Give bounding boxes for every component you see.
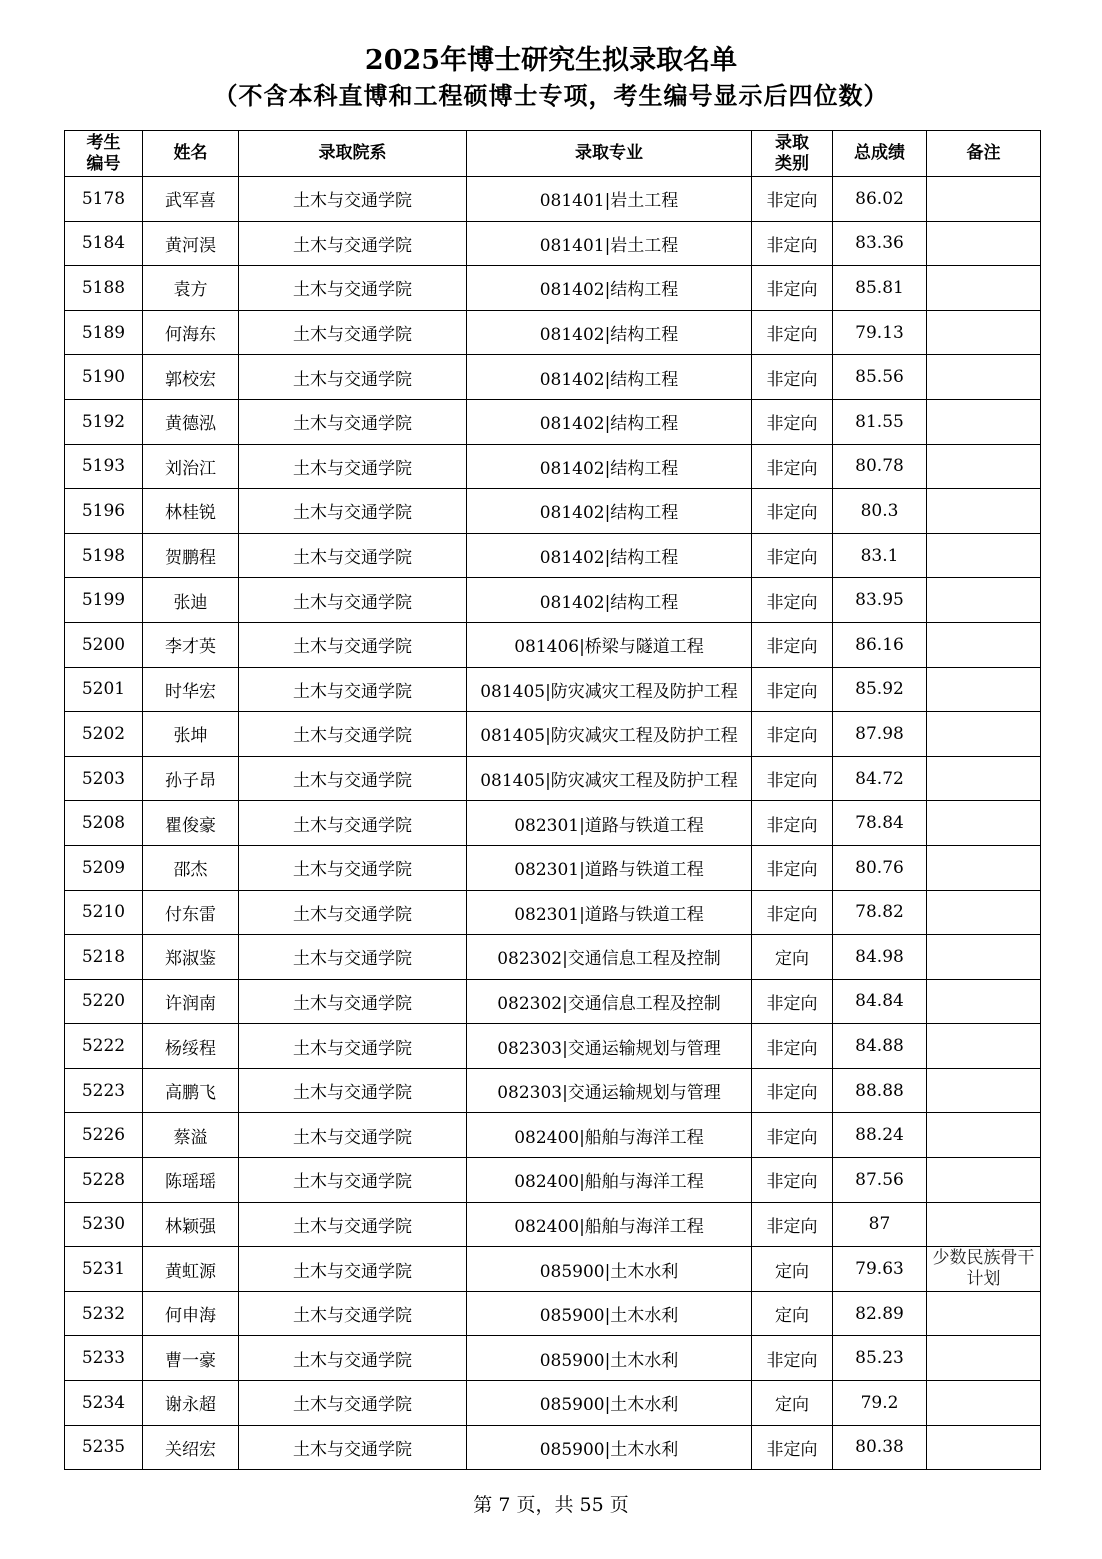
cell-department: 土木与交通学院 bbox=[239, 756, 467, 801]
table-row bbox=[65, 622, 1041, 667]
cell-department: 土木与交通学院 bbox=[239, 667, 467, 712]
cell-admission-type: 非定向 bbox=[752, 266, 833, 311]
cell-major: 081402|结构工程 bbox=[467, 355, 752, 400]
cell-candidate-id: 5188 bbox=[65, 266, 143, 311]
cell-total-score: 85.23 bbox=[833, 1336, 927, 1381]
cell-major: 085900|土木水利 bbox=[467, 1381, 752, 1426]
cell-name: 黄河淏 bbox=[143, 221, 239, 266]
table-row bbox=[65, 845, 1041, 890]
cell-candidate-id: 5190 bbox=[65, 355, 143, 400]
cell-admission-type: 非定向 bbox=[752, 1336, 833, 1381]
table-row bbox=[65, 1381, 1041, 1426]
cell-total-score: 85.92 bbox=[833, 667, 927, 712]
cell-admission-type: 非定向 bbox=[752, 533, 833, 578]
cell-name: 付东雷 bbox=[143, 890, 239, 935]
table-row bbox=[65, 399, 1041, 444]
table-row bbox=[65, 177, 1041, 222]
cell-candidate-id: 5208 bbox=[65, 801, 143, 846]
cell-admission-type: 非定向 bbox=[752, 1202, 833, 1247]
cell-candidate-id: 5220 bbox=[65, 979, 143, 1024]
cell-major: 081405|防灾减灾工程及防护工程 bbox=[467, 667, 752, 712]
cell-name: 李才英 bbox=[143, 622, 239, 667]
table-row bbox=[65, 1024, 1041, 1069]
cell-name: 张迪 bbox=[143, 578, 239, 623]
cell-major: 081402|结构工程 bbox=[467, 533, 752, 578]
cell-major: 085900|土木水利 bbox=[467, 1336, 752, 1381]
cell-admission-type: 非定向 bbox=[752, 979, 833, 1024]
cell-name: 武军喜 bbox=[143, 177, 239, 222]
cell-admission-type: 非定向 bbox=[752, 1158, 833, 1203]
cell-candidate-id: 5223 bbox=[65, 1068, 143, 1113]
cell-candidate-id: 5192 bbox=[65, 399, 143, 444]
cell-admission-type: 非定向 bbox=[752, 890, 833, 935]
cell-candidate-id: 5193 bbox=[65, 444, 143, 489]
cell-total-score: 85.56 bbox=[833, 355, 927, 400]
cell-total-score: 81.55 bbox=[833, 399, 927, 444]
cell-major: 081402|结构工程 bbox=[467, 399, 752, 444]
cell-note bbox=[927, 1068, 1041, 1113]
cell-major: 081401|岩土工程 bbox=[467, 221, 752, 266]
cell-department: 土木与交通学院 bbox=[239, 1202, 467, 1247]
cell-candidate-id: 5232 bbox=[65, 1291, 143, 1336]
cell-candidate-id: 5218 bbox=[65, 935, 143, 980]
cell-name: 郭校宏 bbox=[143, 355, 239, 400]
cell-admission-type: 非定向 bbox=[752, 712, 833, 757]
cell-department: 土木与交通学院 bbox=[239, 1336, 467, 1381]
cell-admission-type: 非定向 bbox=[752, 578, 833, 623]
cell-candidate-id: 5199 bbox=[65, 578, 143, 623]
cell-total-score: 88.24 bbox=[833, 1113, 927, 1158]
cell-note bbox=[927, 935, 1041, 980]
cell-note bbox=[927, 489, 1041, 534]
cell-name: 黄德泓 bbox=[143, 399, 239, 444]
cell-department: 土木与交通学院 bbox=[239, 444, 467, 489]
cell-total-score: 85.81 bbox=[833, 266, 927, 311]
cell-note bbox=[927, 1291, 1041, 1336]
table-row bbox=[65, 756, 1041, 801]
cell-department: 土木与交通学院 bbox=[239, 1381, 467, 1426]
cell-total-score: 83.95 bbox=[833, 578, 927, 623]
cell-major: 082303|交通运输规划与管理 bbox=[467, 1024, 752, 1069]
cell-note bbox=[927, 890, 1041, 935]
cell-total-score: 84.88 bbox=[833, 1024, 927, 1069]
cell-admission-type: 非定向 bbox=[752, 310, 833, 355]
cell-total-score: 79.2 bbox=[833, 1381, 927, 1426]
cell-note bbox=[927, 1113, 1041, 1158]
cell-total-score: 80.38 bbox=[833, 1425, 927, 1470]
header-major: 录取专业 bbox=[467, 131, 752, 177]
cell-name: 瞿俊豪 bbox=[143, 801, 239, 846]
header-total-score: 总成绩 bbox=[833, 131, 927, 177]
cell-name: 谢永超 bbox=[143, 1381, 239, 1426]
cell-major: 082400|船舶与海洋工程 bbox=[467, 1113, 752, 1158]
cell-note bbox=[927, 578, 1041, 623]
cell-major: 085900|土木水利 bbox=[467, 1247, 752, 1292]
cell-department: 土木与交通学院 bbox=[239, 1113, 467, 1158]
cell-admission-type: 非定向 bbox=[752, 1113, 833, 1158]
cell-candidate-id: 5201 bbox=[65, 667, 143, 712]
cell-department: 土木与交通学院 bbox=[239, 310, 467, 355]
cell-major: 081402|结构工程 bbox=[467, 578, 752, 623]
cell-name: 袁方 bbox=[143, 266, 239, 311]
table-row bbox=[65, 979, 1041, 1024]
cell-note bbox=[927, 712, 1041, 757]
cell-department: 土木与交通学院 bbox=[239, 1158, 467, 1203]
cell-major: 082301|道路与铁道工程 bbox=[467, 845, 752, 890]
cell-department: 土木与交通学院 bbox=[239, 266, 467, 311]
cell-department: 土木与交通学院 bbox=[239, 1291, 467, 1336]
header-admission-type-line1: 录取 bbox=[775, 132, 809, 153]
cell-note bbox=[927, 1158, 1041, 1203]
cell-total-score: 83.1 bbox=[833, 533, 927, 578]
cell-note bbox=[927, 1024, 1041, 1069]
header-candidate-id bbox=[65, 131, 143, 177]
cell-name: 高鹏飞 bbox=[143, 1068, 239, 1113]
cell-name: 何海东 bbox=[143, 310, 239, 355]
cell-total-score: 87.98 bbox=[833, 712, 927, 757]
cell-department: 土木与交通学院 bbox=[239, 489, 467, 534]
cell-name: 刘治江 bbox=[143, 444, 239, 489]
cell-note bbox=[927, 1381, 1041, 1426]
cell-major: 082302|交通信息工程及控制 bbox=[467, 935, 752, 980]
cell-note bbox=[927, 1202, 1041, 1247]
table-row bbox=[65, 221, 1041, 266]
cell-candidate-id: 5200 bbox=[65, 622, 143, 667]
cell-major: 082303|交通运输规划与管理 bbox=[467, 1068, 752, 1113]
cell-name: 邵杰 bbox=[143, 845, 239, 890]
cell-note bbox=[927, 622, 1041, 667]
cell-department: 土木与交通学院 bbox=[239, 845, 467, 890]
cell-name: 张坤 bbox=[143, 712, 239, 757]
cell-department: 土木与交通学院 bbox=[239, 712, 467, 757]
page-subtitle: （不含本科直博和工程硕博士专项，考生编号显示后四位数） bbox=[213, 82, 889, 110]
cell-note bbox=[927, 1425, 1041, 1470]
header-name: 姓名 bbox=[143, 131, 239, 177]
cell-note bbox=[927, 801, 1041, 846]
cell-total-score: 88.88 bbox=[833, 1068, 927, 1113]
cell-major: 082400|船舶与海洋工程 bbox=[467, 1158, 752, 1203]
header-admission-type-line2: 类别 bbox=[775, 153, 809, 174]
cell-name: 何申海 bbox=[143, 1291, 239, 1336]
cell-admission-type: 非定向 bbox=[752, 177, 833, 222]
table-row bbox=[65, 1202, 1041, 1247]
cell-major: 082400|船舶与海洋工程 bbox=[467, 1202, 752, 1247]
cell-total-score: 84.84 bbox=[833, 979, 927, 1024]
table-row bbox=[65, 1247, 1041, 1292]
cell-total-score: 84.98 bbox=[833, 935, 927, 980]
cell-candidate-id: 5209 bbox=[65, 845, 143, 890]
cell-candidate-id: 5234 bbox=[65, 1381, 143, 1426]
cell-candidate-id: 5203 bbox=[65, 756, 143, 801]
table-body bbox=[65, 177, 1041, 1470]
cell-major: 081402|结构工程 bbox=[467, 489, 752, 534]
cell-total-score: 87 bbox=[833, 1202, 927, 1247]
cell-department: 土木与交通学院 bbox=[239, 622, 467, 667]
cell-admission-type: 非定向 bbox=[752, 1024, 833, 1069]
cell-major: 085900|土木水利 bbox=[467, 1425, 752, 1470]
cell-department: 土木与交通学院 bbox=[239, 1068, 467, 1113]
cell-admission-type: 非定向 bbox=[752, 667, 833, 712]
cell-admission-type: 非定向 bbox=[752, 1068, 833, 1113]
cell-name: 林颖强 bbox=[143, 1202, 239, 1247]
cell-major: 081405|防灾减灾工程及防护工程 bbox=[467, 756, 752, 801]
cell-total-score: 84.72 bbox=[833, 756, 927, 801]
cell-department: 土木与交通学院 bbox=[239, 1024, 467, 1069]
cell-total-score: 80.76 bbox=[833, 845, 927, 890]
cell-admission-type: 非定向 bbox=[752, 489, 833, 534]
cell-candidate-id: 5233 bbox=[65, 1336, 143, 1381]
cell-department: 土木与交通学院 bbox=[239, 979, 467, 1024]
table-row bbox=[65, 935, 1041, 980]
cell-admission-type: 非定向 bbox=[752, 622, 833, 667]
cell-candidate-id: 5222 bbox=[65, 1024, 143, 1069]
admission-table bbox=[64, 130, 1041, 1470]
cell-major: 082302|交通信息工程及控制 bbox=[467, 979, 752, 1024]
cell-candidate-id: 5228 bbox=[65, 1158, 143, 1203]
table-row bbox=[65, 1336, 1041, 1381]
cell-candidate-id: 5196 bbox=[65, 489, 143, 534]
cell-candidate-id: 5184 bbox=[65, 221, 143, 266]
cell-candidate-id: 5235 bbox=[65, 1425, 143, 1470]
cell-note bbox=[927, 979, 1041, 1024]
table-header-row bbox=[65, 131, 1041, 177]
cell-candidate-id: 5198 bbox=[65, 533, 143, 578]
cell-candidate-id: 5231 bbox=[65, 1247, 143, 1292]
cell-candidate-id: 5230 bbox=[65, 1202, 143, 1247]
cell-department: 土木与交通学院 bbox=[239, 221, 467, 266]
cell-admission-type: 定向 bbox=[752, 1291, 833, 1336]
cell-admission-type: 定向 bbox=[752, 1381, 833, 1426]
cell-note bbox=[927, 310, 1041, 355]
table-row bbox=[65, 1425, 1041, 1470]
cell-note bbox=[927, 1336, 1041, 1381]
cell-note: 少数民族骨干计划 bbox=[927, 1247, 1041, 1292]
header-department: 录取院系 bbox=[239, 131, 467, 177]
cell-name: 曹一豪 bbox=[143, 1336, 239, 1381]
cell-admission-type: 非定向 bbox=[752, 444, 833, 489]
cell-major: 081406|桥梁与隧道工程 bbox=[467, 622, 752, 667]
cell-admission-type: 非定向 bbox=[752, 399, 833, 444]
table-row bbox=[65, 667, 1041, 712]
cell-note bbox=[927, 266, 1041, 311]
cell-note bbox=[927, 533, 1041, 578]
cell-admission-type: 定向 bbox=[752, 1247, 833, 1292]
cell-major: 081405|防灾减灾工程及防护工程 bbox=[467, 712, 752, 757]
cell-candidate-id: 5202 bbox=[65, 712, 143, 757]
table-row bbox=[65, 444, 1041, 489]
cell-name: 关绍宏 bbox=[143, 1425, 239, 1470]
cell-major: 081401|岩土工程 bbox=[467, 177, 752, 222]
cell-department: 土木与交通学院 bbox=[239, 935, 467, 980]
cell-note bbox=[927, 756, 1041, 801]
cell-note bbox=[927, 845, 1041, 890]
cell-department: 土木与交通学院 bbox=[239, 578, 467, 623]
cell-name: 时华宏 bbox=[143, 667, 239, 712]
cell-major: 081402|结构工程 bbox=[467, 310, 752, 355]
cell-department: 土木与交通学院 bbox=[239, 801, 467, 846]
cell-department: 土木与交通学院 bbox=[239, 355, 467, 400]
cell-name: 郑淑鉴 bbox=[143, 935, 239, 980]
cell-name: 杨绥程 bbox=[143, 1024, 239, 1069]
cell-department: 土木与交通学院 bbox=[239, 399, 467, 444]
cell-note bbox=[927, 355, 1041, 400]
cell-candidate-id: 5178 bbox=[65, 177, 143, 222]
cell-department: 土木与交通学院 bbox=[239, 533, 467, 578]
cell-note bbox=[927, 177, 1041, 222]
cell-major: 085900|土木水利 bbox=[467, 1291, 752, 1336]
table-row bbox=[65, 801, 1041, 846]
cell-total-score: 87.56 bbox=[833, 1158, 927, 1203]
cell-department: 土木与交通学院 bbox=[239, 1247, 467, 1292]
cell-name: 贺鹏程 bbox=[143, 533, 239, 578]
cell-total-score: 78.82 bbox=[833, 890, 927, 935]
cell-total-score: 80.3 bbox=[833, 489, 927, 534]
cell-admission-type: 非定向 bbox=[752, 756, 833, 801]
page-footer: 第 7 页，共 55 页 bbox=[473, 1494, 629, 1516]
table-row bbox=[65, 890, 1041, 935]
cell-total-score: 86.02 bbox=[833, 177, 927, 222]
cell-department: 土木与交通学院 bbox=[239, 890, 467, 935]
header-note: 备注 bbox=[927, 131, 1041, 177]
cell-name: 蔡溢 bbox=[143, 1113, 239, 1158]
cell-total-score: 79.63 bbox=[833, 1247, 927, 1292]
cell-note bbox=[927, 667, 1041, 712]
cell-department: 土木与交通学院 bbox=[239, 177, 467, 222]
header-candidate-id-line1: 考生 bbox=[86, 132, 121, 153]
cell-major: 082301|道路与铁道工程 bbox=[467, 801, 752, 846]
table-row bbox=[65, 1158, 1041, 1203]
cell-note bbox=[927, 221, 1041, 266]
cell-candidate-id: 5226 bbox=[65, 1113, 143, 1158]
cell-name: 孙子昂 bbox=[143, 756, 239, 801]
cell-admission-type: 非定向 bbox=[752, 845, 833, 890]
cell-name: 黄虹源 bbox=[143, 1247, 239, 1292]
table-row bbox=[65, 533, 1041, 578]
cell-total-score: 79.13 bbox=[833, 310, 927, 355]
table-row bbox=[65, 1113, 1041, 1158]
cell-total-score: 86.16 bbox=[833, 622, 927, 667]
cell-total-score: 78.84 bbox=[833, 801, 927, 846]
cell-note bbox=[927, 399, 1041, 444]
page-title: 2025年博士研究生拟录取名单 bbox=[364, 45, 738, 76]
table-row bbox=[65, 489, 1041, 534]
cell-admission-type: 非定向 bbox=[752, 801, 833, 846]
cell-major: 081402|结构工程 bbox=[467, 266, 752, 311]
cell-admission-type: 非定向 bbox=[752, 355, 833, 400]
table-row bbox=[65, 578, 1041, 623]
table-row bbox=[65, 355, 1041, 400]
cell-candidate-id: 5189 bbox=[65, 310, 143, 355]
cell-note bbox=[927, 444, 1041, 489]
table-row bbox=[65, 266, 1041, 311]
cell-name: 林桂锐 bbox=[143, 489, 239, 534]
cell-major: 082301|道路与铁道工程 bbox=[467, 890, 752, 935]
cell-admission-type: 非定向 bbox=[752, 221, 833, 266]
cell-major: 081402|结构工程 bbox=[467, 444, 752, 489]
cell-department: 土木与交通学院 bbox=[239, 1425, 467, 1470]
header-admission-type bbox=[752, 131, 833, 177]
header-candidate-id-line2: 编号 bbox=[86, 153, 121, 174]
table-row bbox=[65, 1291, 1041, 1336]
table-row bbox=[65, 712, 1041, 757]
cell-admission-type: 定向 bbox=[752, 935, 833, 980]
table-row bbox=[65, 1068, 1041, 1113]
cell-candidate-id: 5210 bbox=[65, 890, 143, 935]
table-row bbox=[65, 310, 1041, 355]
cell-admission-type: 非定向 bbox=[752, 1425, 833, 1470]
cell-name: 许润南 bbox=[143, 979, 239, 1024]
cell-total-score: 83.36 bbox=[833, 221, 927, 266]
cell-total-score: 82.89 bbox=[833, 1291, 927, 1336]
cell-total-score: 80.78 bbox=[833, 444, 927, 489]
cell-name: 陈瑶瑶 bbox=[143, 1158, 239, 1203]
